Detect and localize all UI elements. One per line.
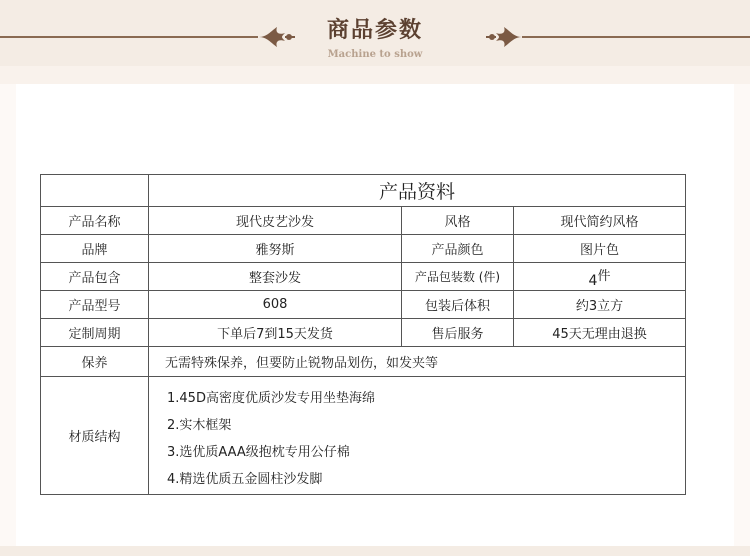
row-label: 产品型号 <box>68 299 121 314</box>
material-list <box>149 383 669 493</box>
row-label: 风格 <box>444 215 471 230</box>
care-value: 无需特殊保养，但要防止锐物品划伤，如发夹等 <box>165 356 439 371</box>
row-value <box>514 263 685 290</box>
footer-band <box>0 546 750 556</box>
care-label: 保养 <box>81 356 108 371</box>
row-value: 雅努斯 <box>255 243 295 258</box>
row-value: 现代简约风格 <box>560 215 639 230</box>
row-value: 整套沙发 <box>248 271 301 286</box>
section-title: 商品参数 <box>326 18 423 43</box>
row-label: 产品包装数 (件) <box>414 270 501 284</box>
row-value: 现代皮艺沙发 <box>235 215 314 230</box>
row-label: 产品名称 <box>68 215 121 230</box>
table-title: 产品资料 <box>378 181 455 203</box>
product-info-table <box>40 174 686 495</box>
row-value: 45天无理由退换 <box>552 327 647 342</box>
material-item: 1.45D高密度优质沙发专用坐垫海绵 <box>167 391 375 406</box>
package-count: 4 <box>588 272 598 289</box>
material-label: 材质结构 <box>68 430 121 445</box>
row-label: 定制周期 <box>68 327 121 342</box>
package-unit: 件 <box>597 269 611 284</box>
row-label: 产品包含 <box>68 271 121 286</box>
material-item: 3.选优质AAA级抱枕专用公仔棉 <box>167 445 350 460</box>
row-label: 产品颜色 <box>431 243 484 258</box>
row-value: 下单后7到15天发货 <box>217 327 333 342</box>
material-item: 4.精选优质五金圆柱沙发脚 <box>167 472 323 487</box>
row-value: 图片色 <box>579 243 619 258</box>
row-label: 包装后体积 <box>424 299 490 314</box>
row-value: 约3立方 <box>575 299 624 314</box>
material-item: 2.实木框架 <box>167 418 232 433</box>
row-value: 608 <box>262 297 288 312</box>
header-divider <box>0 66 750 84</box>
row-label: 售后服务 <box>431 327 484 342</box>
section-subtitle: Machine to show <box>327 49 423 60</box>
header-band <box>0 0 750 66</box>
row-label: 品牌 <box>81 243 108 258</box>
